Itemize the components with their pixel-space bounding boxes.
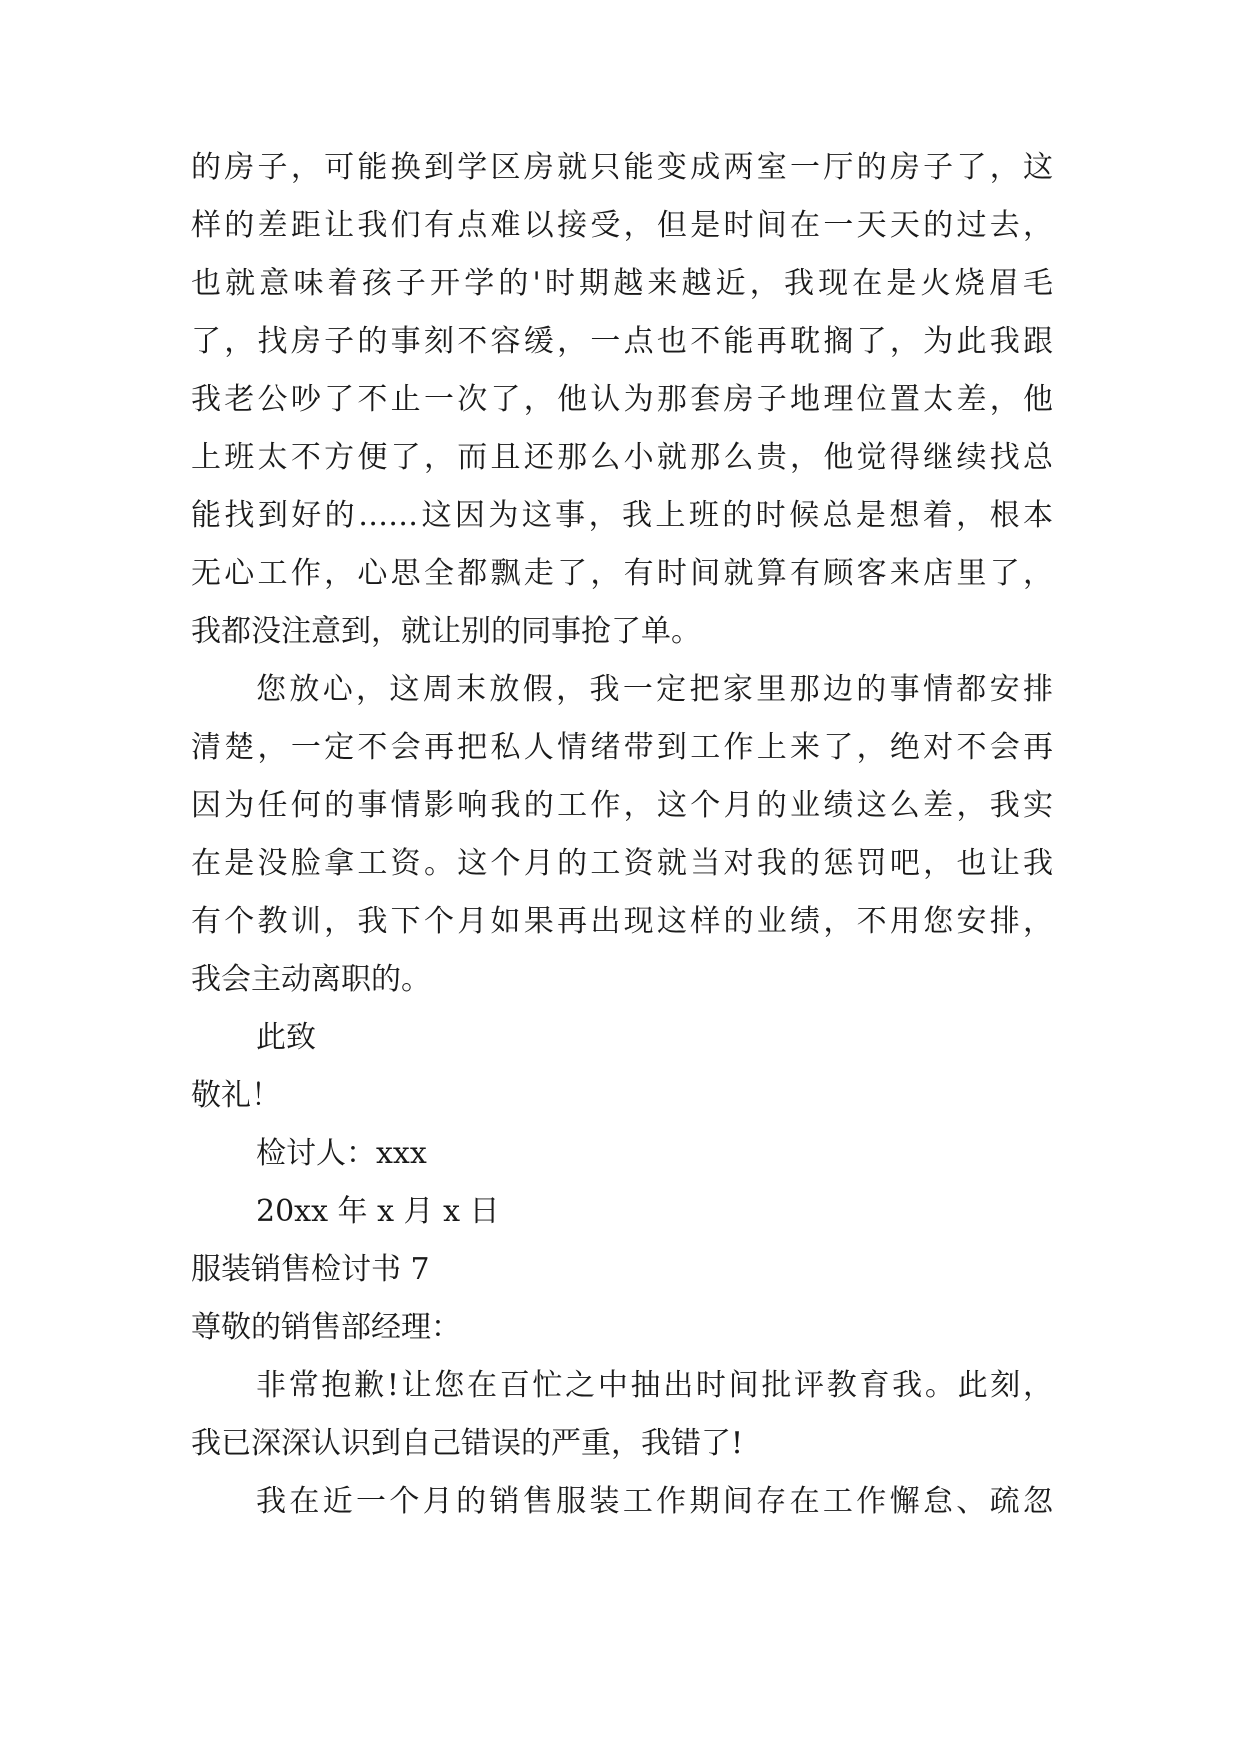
body-text-line: 有个教训，我下个月如果再出现这样的业绩，不用您安排， — [191, 904, 1053, 939]
body-text-line: 上班太不方便了，而且还那么小就那么贵，他觉得继续找总 — [191, 440, 1053, 475]
letter-greeting: 尊敬的销售部经理： — [191, 1310, 461, 1345]
body-text-line: 能找到好的……这因为这事，我上班的时候总是想着，根本 — [191, 498, 1053, 533]
body-text-line: 样的差距让我们有点难以接受，但是时间在一天天的过去， — [191, 208, 1053, 243]
body-text-line: 的房子，可能换到学区房就只能变成两室一厅的房子了，这 — [191, 150, 1053, 185]
paragraph-first-line: 非常抱歉!让您在百忙之中抽出时间批评教育我。此刻， — [256, 1368, 1053, 1403]
paragraph-first-line: 我在近一个月的销售服装工作期间存在工作懈怠、疏忽 — [256, 1484, 1053, 1519]
body-text-line: 我已深深认识到自己错误的严重，我错了! — [191, 1426, 744, 1461]
closing-salutation: 此致 — [256, 1020, 316, 1055]
section-title: 服装销售检讨书 7 — [191, 1252, 430, 1287]
signature-author: 检讨人：xxx — [256, 1136, 427, 1171]
signature-date: 20xx 年 x 月 x 日 — [256, 1194, 500, 1229]
body-text-line: 我会主动离职的。 — [191, 962, 431, 997]
body-text-line: 无心工作，心思全都飘走了，有时间就算有顾客来店里了， — [191, 556, 1053, 591]
body-text-line: 我老公吵了不止一次了，他认为那套房子地理位置太差，他 — [191, 382, 1053, 417]
body-text-line: 也就意味着孩子开学的'时期越来越近，我现在是火烧眉毛 — [191, 266, 1053, 301]
body-text-line: 在是没脸拿工资。这个月的工资就当对我的惩罚吧，也让我 — [191, 846, 1053, 881]
body-text-line: 了，找房子的事刻不容缓，一点也不能再耽搁了，为此我跟 — [191, 324, 1053, 359]
body-text-line: 我都没注意到，就让别的同事抢了单。 — [191, 614, 701, 649]
body-text-line: 清楚，一定不会再把私人情绪带到工作上来了，绝对不会再 — [191, 730, 1053, 765]
paragraph-first-line: 您放心，这周末放假，我一定把家里那边的事情都安排 — [256, 672, 1053, 707]
closing-regards: 敬礼！ — [191, 1078, 281, 1113]
body-text-line: 因为任何的事情影响我的工作，这个月的业绩这么差，我实 — [191, 788, 1053, 823]
